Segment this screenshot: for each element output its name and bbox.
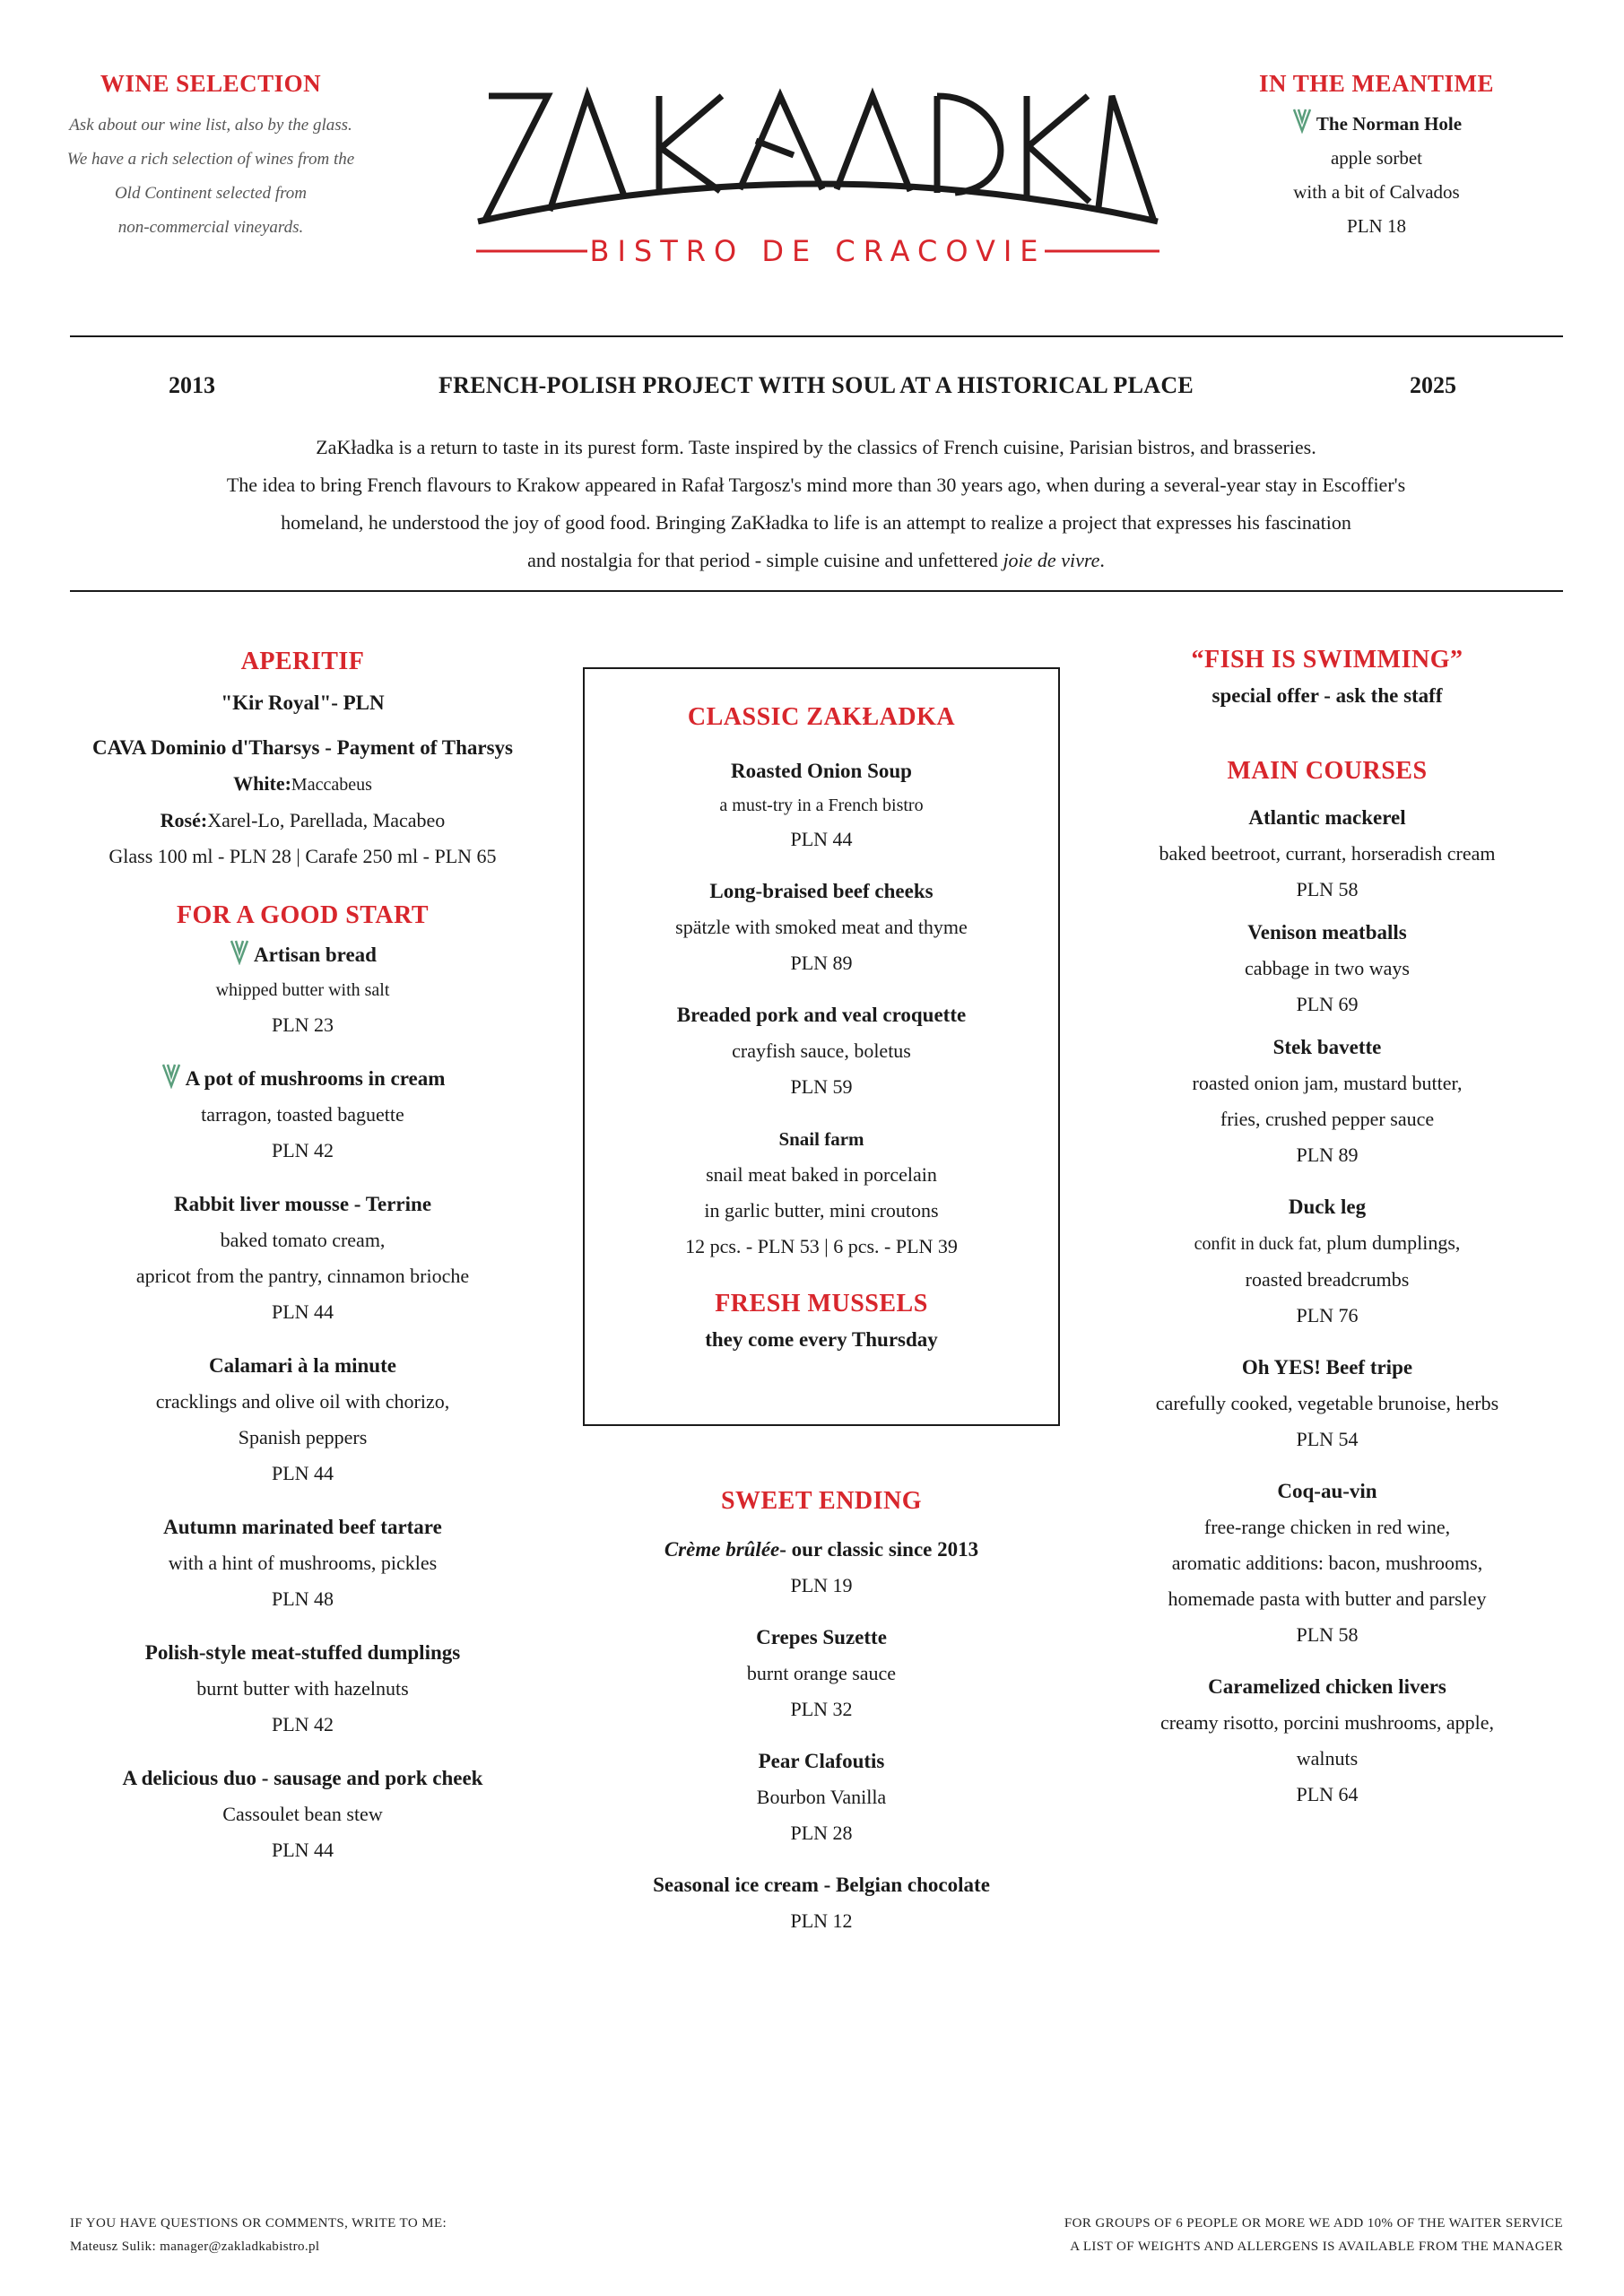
footer-left [70, 2212, 698, 2258]
cava-name: CAVA Dominio d'Tharsys - Payment of Tharsys [91, 736, 514, 759]
menu-item: Autumn marinated beef tartare with a hint of mushrooms, pickles PLN 48 [163, 1516, 442, 1610]
meantime-desc: with a bit of Calvados [1293, 181, 1460, 203]
vegetarian-icon [229, 938, 250, 965]
footer-right [897, 2212, 1563, 2258]
cava-rose: Rosé:Xarel-Lo, Parellada, Macabeo [160, 809, 446, 831]
intro-text [90, 429, 1542, 579]
logo-tagline: BISTRO DE CRACOVIE [589, 234, 1046, 268]
menu-item: A pot of mushrooms in cream tarragon, toasted baguette PLN 42 [54, 1061, 551, 1169]
mussels-note: they come every Thursday [705, 1328, 938, 1351]
wine-line: Old Continent selected from [114, 184, 308, 203]
year-left: 2013 [169, 372, 215, 398]
vegetarian-icon [1291, 107, 1313, 134]
kir-royal: "Kir Royal"- PLN [221, 691, 385, 714]
menu-item: Atlantic mackerel baked beetroot, currant, horseradish cream PLN 58 [1159, 806, 1496, 900]
classic-section [583, 700, 1060, 1358]
menu-item: Caramelized chicken livers creamy risotto, porcini mushrooms, apple, walnuts PLN 64 [1159, 1675, 1495, 1805]
footer-allergen-note: A LIST OF WEIGHTS AND ALLERGENS IS AVAILABLE FROM THE MANAGER [1070, 2239, 1563, 2254]
meantime-desc: apple sorbet [1330, 147, 1423, 169]
footer-contact-prompt: IF YOU HAVE QUESTIONS OR COMMENTS, WRITE TO ME: [70, 2216, 447, 2231]
cava-prices: Glass 100 ml - PLN 28 | Carafe 250 ml - PLN 65 [109, 845, 497, 867]
sweet-section [583, 1483, 1060, 1939]
intro-line-last: and nostalgia for that period - simple cuisine and unfettered joie de vivre. [527, 549, 1105, 571]
menu-item: Polish-style meat-stuffed dumplings burnt butter with hazelnuts PLN 42 [144, 1641, 461, 1735]
meantime-block [1211, 70, 1542, 243]
wine-selection-title: WINE SELECTION [100, 70, 322, 97]
menu-item: Calamari à la minute cracklings and olive oil with chorizo, Spanish peppers PLN 44 [155, 1354, 450, 1484]
meantime-title: IN THE MEANTIME [1258, 70, 1495, 97]
menu-item: Coq-au-vin free-range chicken in red wine, aromatic additions: bacon, mushrooms, homemade pasta with butter and parsley PLN 58 [1168, 1480, 1487, 1646]
right-column [1094, 642, 1560, 1813]
divider-bottom [70, 590, 1563, 592]
menu-item: Rabbit liver mousse - Terrine baked tomato cream, apricot from the pantry, cinnamon brioche PLN 44 [135, 1193, 470, 1323]
menu-item: Long-braised beef cheeks spätzle with smoked meat and thyme PLN 89 [675, 880, 968, 974]
left-column [54, 644, 551, 1868]
menu-item: Stek bavette roasted onion jam, mustard butter, fries, crushed pepper sauce PLN 89 [1192, 1036, 1463, 1166]
footer-service-note: FOR GROUPS OF 6 PEOPLE OR MORE WE ADD 10% OF THE WAITER SERVICE [1064, 2216, 1563, 2231]
menu-item: Roasted Onion Soup a must-try in a French bistro PLN 44 [719, 760, 924, 850]
menu-item: Breaded pork and veal croquette crayfish sauce, boletus PLN 59 [676, 1004, 967, 1098]
menu-item: Oh YES! Beef tripe carefully cooked, vegetable brunoise, herbs PLN 54 [1155, 1356, 1499, 1450]
cava-white: White:Maccabeus [233, 772, 372, 795]
meantime-price: PLN 18 [1347, 215, 1406, 237]
sweet-title: SWEET ENDING [720, 1487, 923, 1515]
menu-item: Pear Clafoutis Bourbon Vanilla PLN 28 [756, 1750, 887, 1844]
divider-top [70, 335, 1563, 337]
menu-item: Duck leg confit in duck fat, plum dumplings, roasted breadcrumbs PLN 76 [1194, 1196, 1461, 1326]
good-start-title: FOR A GOOD START [176, 901, 430, 929]
vegetarian-icon [161, 1062, 182, 1089]
menu-item: Snail farm snail meat baked in porcelain in garlic butter, mini croutons 12 pcs. - PLN 53 | 6 pcs. - PLN 39 [685, 1128, 958, 1257]
restaurant-logo [471, 85, 1166, 274]
classic-title: CLASSIC ZAKŁADKA [687, 703, 956, 731]
intro-line: The idea to bring French flavours to Krakow appeared in Rafał Targosz's mind more than 30 years ago, when during a several-year stay in Escoffier's [226, 474, 1406, 496]
aperitif-title: APERITIF [240, 648, 365, 675]
intro-line: ZaKładka is a return to taste in its purest form. Taste inspired by the classics of French cuisine, Parisian bistros, and brasseries. [316, 436, 1316, 458]
menu-item: Crepes Suzette burnt orange sauce PLN 32 [746, 1626, 897, 1720]
meantime-item-name: The Norman Hole [1316, 113, 1463, 135]
fish-note: special offer - ask the staff [1211, 684, 1443, 707]
fish-title: “FISH IS SWIMMING” [1191, 646, 1463, 674]
menu-item: Crème brûlée- our classic since 2013 PLN 19 [664, 1538, 979, 1596]
wine-line: non-commercial vineyards. [117, 218, 304, 237]
menu-item: A delicious duo - sausage and pork cheek Cassoulet bean stew PLN 44 [122, 1767, 483, 1861]
wine-line: Ask about our wine list, also by the glass. [69, 116, 352, 135]
banner-headline: FRENCH-POLISH PROJECT WITH SOUL AT A HISTORICAL PLACE [438, 372, 1194, 398]
menu-item: Venison meatballs cabbage in two ways PLN 69 [1245, 921, 1410, 1015]
wine-line: We have a rich selection of wines from the [66, 150, 355, 169]
menu-item: Seasonal ice cream - Belgian chocolate PLN 12 [653, 1874, 990, 1932]
menu-item: Artisan bread whipped butter with salt PLN 23 [54, 937, 551, 1043]
year-right: 2025 [1410, 372, 1456, 398]
main-courses-title: MAIN COURSES [1227, 757, 1428, 785]
footer-contact: Mateusz Sulik: manager@zakladkabistro.pl [70, 2239, 320, 2254]
wine-selection-block [36, 70, 386, 245]
mussels-title: FRESH MUSSELS [715, 1290, 928, 1318]
intro-line: homeland, he understood the joy of good food. Bringing ZaKładka to life is an attempt to realize a project that expresses his fascination [281, 511, 1351, 534]
